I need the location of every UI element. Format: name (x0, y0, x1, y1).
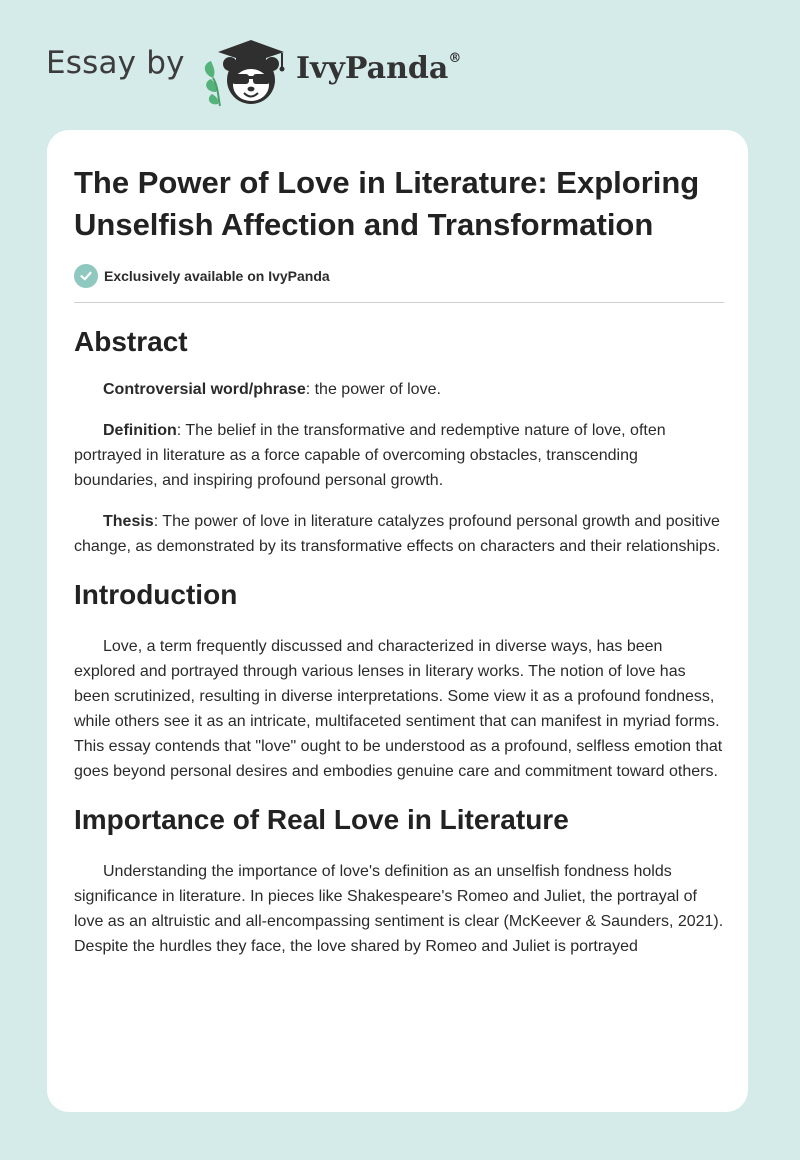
abstract-heading: Abstract (74, 326, 188, 357)
essay-content (74, 162, 724, 959)
controversial-label: Controversial word/phrase (103, 381, 306, 398)
brand-name (296, 51, 462, 86)
importance-paragraph: Understanding the importance of love's definition as an unselfish fondness holds significance in literature. In pieces like Shakespeare's Romeo and Juliet, the portrayal of love as an altruistic and all-encompassing sentiment is clear (McKeever & Saunders, 2021). Despite the hurdles they face, the love shared by Romeo and Juliet is portrayed (74, 863, 724, 955)
introduction-heading: Introduction (74, 579, 238, 610)
thesis-label: Thesis (103, 513, 154, 530)
essay-by-label: Essay by (46, 45, 185, 81)
definition-text: : The belief in the transformative and redemptive nature of love, often portrayed in literature as a force capable of overcoming obstacles, transcending boundaries, and inspiring profound personal growth. (74, 422, 666, 489)
essay-title: The Power of Love in Literature: Exploring Unselfish Affection and Transformation (74, 165, 700, 242)
definition-label: Definition (103, 422, 177, 439)
title-divider (74, 302, 724, 303)
registered-mark: ® (448, 51, 462, 66)
introduction-paragraph: Love, a term frequently discussed and characterized in diverse ways, has been explored and portrayed through various lenses in literary works. The notion of love has been scrutinized, resulting in diverse interpretations. Some view it as a profound fondness, while others see it as an intricate, multifaceted sentiment that can manifest in myriad forms. This essay contends that "love" ought to be understood as a profound, selfless emotion that goes beyond personal desires and embodies genuine care and commitment toward others. (74, 638, 723, 780)
controversial-text: : the power of love. (305, 381, 441, 398)
exclusive-badge-row (74, 264, 724, 288)
abstract-thesis-paragraph (74, 509, 724, 559)
brand-text: IvyPanda (296, 51, 449, 86)
essay-card (47, 130, 748, 1112)
check-icon (74, 264, 98, 288)
abstract-controversial-paragraph (74, 377, 724, 402)
importance-heading: Importance of Real Love in Literature (74, 804, 569, 835)
abstract-definition-paragraph (74, 418, 724, 493)
exclusive-label: Exclusively available on IvyPanda (104, 268, 330, 284)
site-header (0, 0, 800, 130)
thesis-text: : The power of love in literature catalyzes profound personal growth and positive change, as demonstrated by its transformative effects on characters and their relationships. (74, 513, 721, 555)
panda-graduate-icon (200, 34, 292, 108)
